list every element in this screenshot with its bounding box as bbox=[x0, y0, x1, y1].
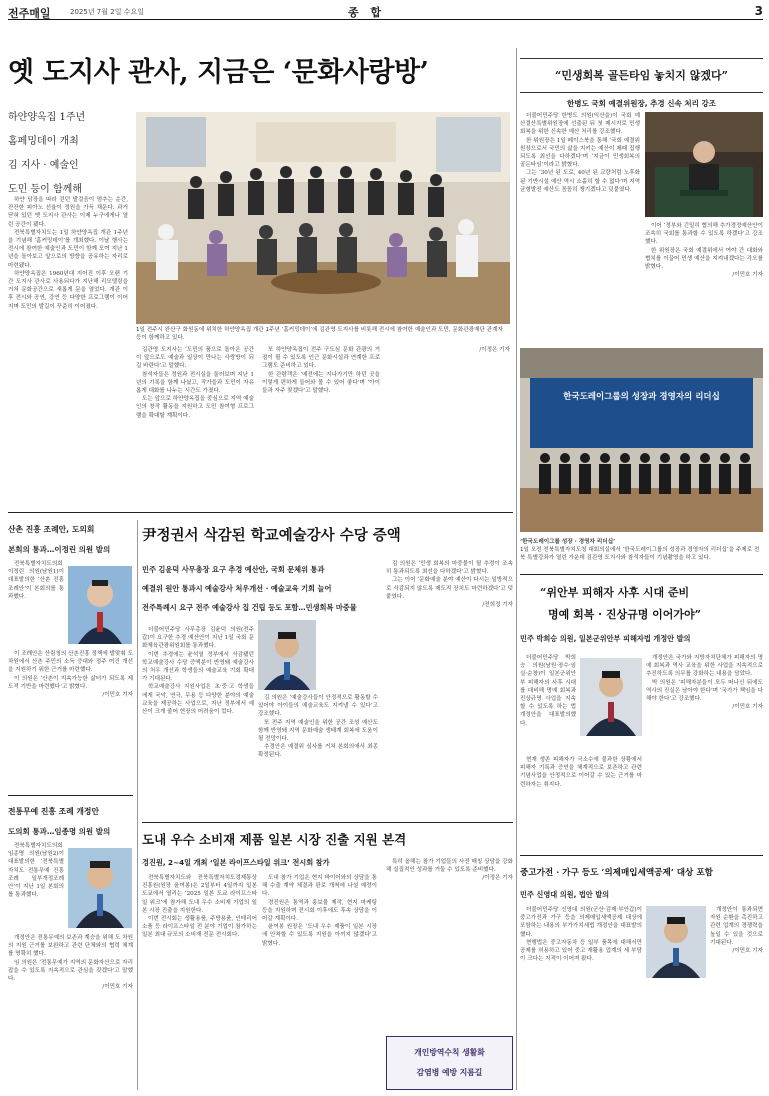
victims-headline-2: 명예 회복 · 진상규명 이어가야” bbox=[548, 608, 701, 621]
victims-headline-1: “위안부 피해자 사후 시대 준비 bbox=[540, 586, 690, 599]
divider bbox=[516, 48, 517, 1090]
school-subhead: 민주 김윤덕 사무총장 요구 추경 예산안, 국회 문체위 통과 bbox=[142, 565, 325, 574]
lead-subhead: 김 지사 · 예술인 bbox=[8, 160, 79, 171]
victims-subhead: 민주 박희승 의원, 일본군위안부 피해자법 개정안 발의 bbox=[520, 634, 691, 643]
divider bbox=[8, 795, 133, 796]
lead-subhead: 도민 등이 함께해 bbox=[8, 184, 82, 195]
lead-subhead: 홈페밍데이 개최 bbox=[8, 136, 79, 147]
victims-body-a2: 현재 생존 피해자가 극소수에 불과한 상황에서 피해자 기록과 증언을 체계적으로 보존하고 관련 기념사업을 안정적으로 이어갈 수 있는 근거를 마련하자는 취지다. bbox=[520, 757, 642, 788]
sidebar-martial-portrait bbox=[68, 848, 132, 928]
school-headline: 尹정권서 삭감된 학교예술강사 수당 증액 bbox=[142, 527, 401, 544]
issue-date: 2025년 7월 2일 수요일 bbox=[70, 8, 144, 16]
lead-subheads bbox=[8, 106, 128, 202]
sidebar-martial-body-a: 전북특별자치도의회 임종명 의원(남원2)이 대표발의한 ‘전북특별자치도 전통무예 진흥 조례 일부개정조례안’이 지난 1일 본회의를 통과했다. bbox=[8, 843, 64, 899]
consumer-body-a: 전북특별자치도와 전북특별자치도경제통상진흥원(원장 윤여봉)은 2일부터 4일까지 일본 도쿄에서 열리는 ‘2025 일본 도쿄 라이프스타일 위크’에 참가해 도내 우수 소비재 기업의 일본 시장 진출을 지원한다. 이번 전시회는 생활용품, 주방용품, 인테리어 소품 등 라이프스타일 전 분야 기업이 참가하는 일본 최대 규모의 소비재 전문 전시회다. bbox=[142, 875, 257, 939]
speech-subhead: 한병도 국회 예결위원장, 추경 신속 처리 강조 bbox=[567, 99, 716, 108]
masthead bbox=[8, 4, 763, 20]
used-goods-headline: 중고가전 · 가구 등도 ‘의제매입세액공제’ 대상 포함 bbox=[520, 868, 713, 878]
school-subheads bbox=[142, 560, 377, 617]
public-service-ad bbox=[386, 1036, 513, 1090]
leadership-photo bbox=[520, 348, 763, 532]
lead-body-mid: 김관영 도지사는 ‘도민의 품으로 돌아온 공간이 앞으로도 예술과 일상이 만나는 사랑방이 되길 바란다’고 말했다. 참석자들은 정원과 전시실을 둘러보며 지난 1년의 기록을 함께 나눴고, 작가들과 도민이 자유롭게 대화를 나누는 시간도 가졌다. 도는 앞으로 하얀양옥집을 중심으로 지역 예술인의 창작 활동을 지원하고 도민 참여형 프로그램을 확대할 계획이다. bbox=[136, 347, 254, 419]
divider bbox=[142, 822, 513, 823]
used-goods-subhead: 민주 신영대 의원, 법안 발의 bbox=[520, 890, 610, 899]
lead-body-left: 하얀 담장을 따라 걷던 발걸음이 멈추는 순간, 잔잔한 피아노 선율이 정원을 가득 채운다. 과거 닫혀 있던 옛 도지사 관사는 이제 누구에게나 열린 공간이 됐다. 전북특별자치도는 1일 하얀양옥집 개관 1주년을 기념해 ‘홈커밍데이’를 개최했다. 이날 행사는 전시에 참여한 예술인과 도민이 함께 모여 지난 1년을 돌아보고 앞으로의 방향을 공유하는 자리로 마련됐다. 하얀양옥집은 1960년대 지어진 이후 오랜 기간 도지사 관사로 사용되다가 지난해 리모델링을 거쳐 문화공간으로 새롭게 문을 열었다. 개관 이후 전시와 공연, 강연 등 다양한 프로그램이 이어지며 도민의 발길이 꾸준히 이어졌다. bbox=[8, 197, 128, 310]
sidebar-mountain-body-a: 전북특별자치도의회 이정린 의원(남원1)이 대표발의한 ‘산촌 진흥 조례안’이 본회의를 통과했다. bbox=[8, 561, 64, 600]
ad-line: 감염병 예방 지름길 bbox=[416, 1068, 483, 1077]
sidebar-martial-title: 전통무예 진흥 조례 개정안 bbox=[8, 807, 99, 816]
ad-line: 개인방역수칙 생활화 bbox=[414, 1048, 485, 1057]
consumer-body-b: 도내 참가 기업은 현지 바이어와의 상담을 통해 수출 계약 체결과 판로 개척에 나설 예정이다. 경진원은 통역과 홍보물 제작, 현지 마케팅 등을 지원하며 전시회 이후에도 후속 상담을 이어갈 계획이다. 윤여봉 원장은 ‘도내 우수 제품이 일본 시장에 안착할 수 있도록 지원을 아끼지 않겠다’고 밝혔다. bbox=[262, 875, 377, 947]
sidebar-martial-sub: 도의회 통과…임종명 의원 발의 bbox=[8, 827, 111, 836]
lead-photo-caption: 1일 전주시 완산구 화원동에 위치한 하얀양옥집 개관 1주년 ‘홈커밍데이’에 김관영 도지사를 비롯해 전시에 참여한 예술인과 도민, 문화관광재단 관계자 등이 함께하고 있다. bbox=[136, 327, 503, 341]
speech-body-left: 더불어민주당 한병도 의원(익산을)이 국회 예산결산특별위원장에 선출된 뒤 첫 메시지로 민생 회복을 위한 신속한 예산 처리를 강조했다. 한 위원장은 1일 페이스북을 통해 ‘국회 예결위원장으로서 국민의 삶을 지키는 예산이 제때 집행되도록 최선을 다하겠다’며 ‘지금이 민생회복의 골든타임’이라고 밝혔다. 그는 ‘30년 된 도로, 40년 된 교량처럼 노후화된 기반시설 예산 역시 소홀히 할 수 없다’며 지역 균형발전 예산도 꼼꼼히 챙기겠다고 덧붙였다. bbox=[520, 113, 640, 193]
school-body-a: 더불어민주당 사무총장 김윤덕 의원(전주갑)이 요구한 추경 예산안이 지난 1일 국회 문화체육관광위원회를 통과했다. 이번 추경에는 윤석열 정부에서 삭감됐던 학교예술강사 수당 증액분이 반영돼 예술강사의 처우 개선과 학생들의 예술교육 기회 확대가 기대된다. 학교예술강사 지원사업은 초·중·고 학생들에게 국악, 연극, 무용 등 다양한 분야의 예술교육을 제공하는 사업으로, 지난 정부에서 예산이 크게 줄어 현장의 어려움이 컸다. bbox=[142, 627, 254, 716]
victims-portrait bbox=[580, 658, 642, 736]
school-body-c: 김 의원은 ‘민생 회복의 마중물이 될 추경이 조속히 통과되도록 최선을 다하겠다’고 밝혔다. 그는 이어 ‘문화예술 분야 예산이 다시는 일방적으로 삭감되지 않도록 제도적 장치도 마련하겠다’고 덧붙였다. /전희정 기자 bbox=[386, 561, 513, 609]
used-goods-body-a: 더불어민주당 신영대 의원(군산·김제·부안갑)이 중고가전과 가구 등을 의제매입세액공제 대상에 포함하는 내용의 부가가치세법 개정안을 대표발의했다. 현행법은 중고자동차 등 일부 품목에 대해서만 공제를 허용하고 있어 중고 재활용 업계의 세 부담이 크다는 지적이 이어져 왔다. bbox=[520, 907, 642, 963]
sidebar-mountain-sub: 본회의 통과…이정린 의원 발의 bbox=[8, 545, 111, 554]
lead-body-center: 또 하얀양옥집이 전주 구도심 문화 관광의 거점이 될 수 있도록 인근 문화시설과 연계한 프로그램도 준비하고 있다. 한 관람객은 ‘예전에는 지나가기만 하던 곳을 이렇게 편하게 들어와 볼 수 있어 좋다’며 ‘아이들과 자주 찾겠다’고 말했다. bbox=[262, 347, 380, 395]
sidebar-mountain-portrait bbox=[68, 566, 132, 644]
lead-body-right: /이정은 기자 bbox=[479, 347, 510, 353]
speech-photo bbox=[645, 112, 763, 217]
victims-body-a: 더불어민주당 박희승 의원(남원·장수·임실·순창)이 일본군위안부 피해자의 사후 시대를 대비해 명예 회복과 진상규명 사업을 지속할 수 있도록 하는 법 개정안을 대표발의했다. bbox=[520, 655, 576, 727]
speech-body-right: 이어 ‘정부와 긴밀히 협의해 추가경정예산안이 조속히 국회를 통과할 수 있도록 하겠다’고 강조했다. 한 위원장은 국회 예결위에서 여야 간 대화와 협치를 이끌어 민생 예산을 지켜내겠다는 각오를 밝혔다. /이민호 기자 bbox=[645, 223, 763, 279]
sidebar-mountain-body-b: 이 조례안은 산림청의 산촌진흥 정책에 발맞춰 도 차원에서 산촌 주민의 소득 증대와 정주 여건 개선을 지원하기 위한 근거를 마련했다. 이 의원은 ‘산촌이 지속가능한 삶터가 되도록 제도적 기반을 마련했다’고 밝혔다. /이민호 기자 bbox=[8, 651, 133, 699]
page-number: 3 bbox=[754, 4, 763, 18]
lead-headline: 옛 도지사 관사, 지금은 ‘문화사랑방’ bbox=[8, 57, 429, 88]
newspaper-logo: 전주매일 bbox=[8, 7, 51, 20]
speech-box bbox=[520, 58, 763, 93]
divider bbox=[520, 855, 763, 856]
speech-headline: “민생회복 골든타임 놓치지 않겠다” bbox=[555, 69, 728, 82]
school-subhead: 예결위 원안 통과시 예술강사 처우개선 · 예술교육 기회 늘어 bbox=[142, 584, 332, 593]
consumer-subhead: 경진원, 2~4일 개최 ‘일본 라이프스타일 위크’ 전시회 참가 bbox=[142, 858, 330, 867]
school-portrait bbox=[258, 620, 316, 690]
divider bbox=[520, 574, 763, 575]
used-goods-body-b: 개정안이 통과되면 자원 순환을 촉진하고 관련 업계의 경쟁력을 높일 수 있을 것으로 기대된다. /이민호 기자 bbox=[710, 907, 763, 955]
sidebar-martial-body-b: 개정안은 전통무예의 보존과 계승을 위해 도 차원의 지원 근거를 보완하고 관련 단체와의 협력 체계를 명확히 했다. 임 의원은 ‘전통무예가 지역의 문화자산으로 자리 잡을 수 있도록 지속적으로 관심을 갖겠다’고 말했다. /이민호 기자 bbox=[8, 935, 133, 991]
school-body-b: 김 의원은 ‘예술강사들이 안정적으로 활동할 수 있어야 아이들의 예술교육도 지켜낼 수 있다’고 강조했다. 또 전주 지역 예술인을 위한 공간 조성 예산도 함께 반영돼 지역 문화예술 생태계 회복에 도움이 될 전망이다. 추경안은 예결위 심사를 거쳐 본회의에서 최종 확정된다. bbox=[258, 695, 378, 759]
section-title: 종 합 bbox=[348, 6, 386, 19]
consumer-headline: 도내 우수 소비재 제품 일본 시장 진출 지원 본격 bbox=[142, 832, 407, 847]
used-goods-portrait bbox=[646, 906, 706, 978]
consumer-body-c: 특히 올해는 참가 기업들의 사전 매칭 상담을 강화해 실질적인 성과를 거둘 수 있도록 준비했다. /이정은 기자 bbox=[386, 859, 513, 882]
divider bbox=[8, 512, 513, 513]
leadership-caption: 1일 오전 전북특별자치도청 대회의실에서 ‘한국도레이그룹의 성장과 경영자의 리더십’을 주제로 전북 특별강좌가 열린 가운데 김관영 도지사와 참석자들이 기념촬영을 하고 있다. bbox=[520, 547, 760, 561]
leadership-banner: 한국도레이그룹의 성장과 경영자의 리더십 bbox=[563, 392, 720, 402]
lead-photo bbox=[136, 112, 510, 324]
victims-body-b: 개정안은 국가와 지방자치단체가 피해자의 명예 회복과 역사 교육을 위한 사업을 지속적으로 추진하도록 의무를 강화하는 내용을 담았다. 박 의원은 ‘피해자분들이 모두 떠나신 뒤에도 역사의 진실은 남아야 한다’며 ‘국가가 책임을 다해야 한다’고 강조했다. /이민호 기자 bbox=[646, 655, 763, 711]
leadership-caption-title: ‘한국도레이그룹 성장 · 경영자 리더십’ bbox=[520, 539, 616, 545]
sidebar-mountain-title: 산촌 진흥 조례안, 도의회 bbox=[8, 525, 95, 534]
divider bbox=[137, 520, 138, 1090]
lead-subhead: 하얀양옥집 1주년 bbox=[8, 112, 86, 123]
school-subhead: 전주특례시 요구 전주 예술강사 집 건립 등도 포함…민생회복 마중물 bbox=[142, 603, 357, 612]
